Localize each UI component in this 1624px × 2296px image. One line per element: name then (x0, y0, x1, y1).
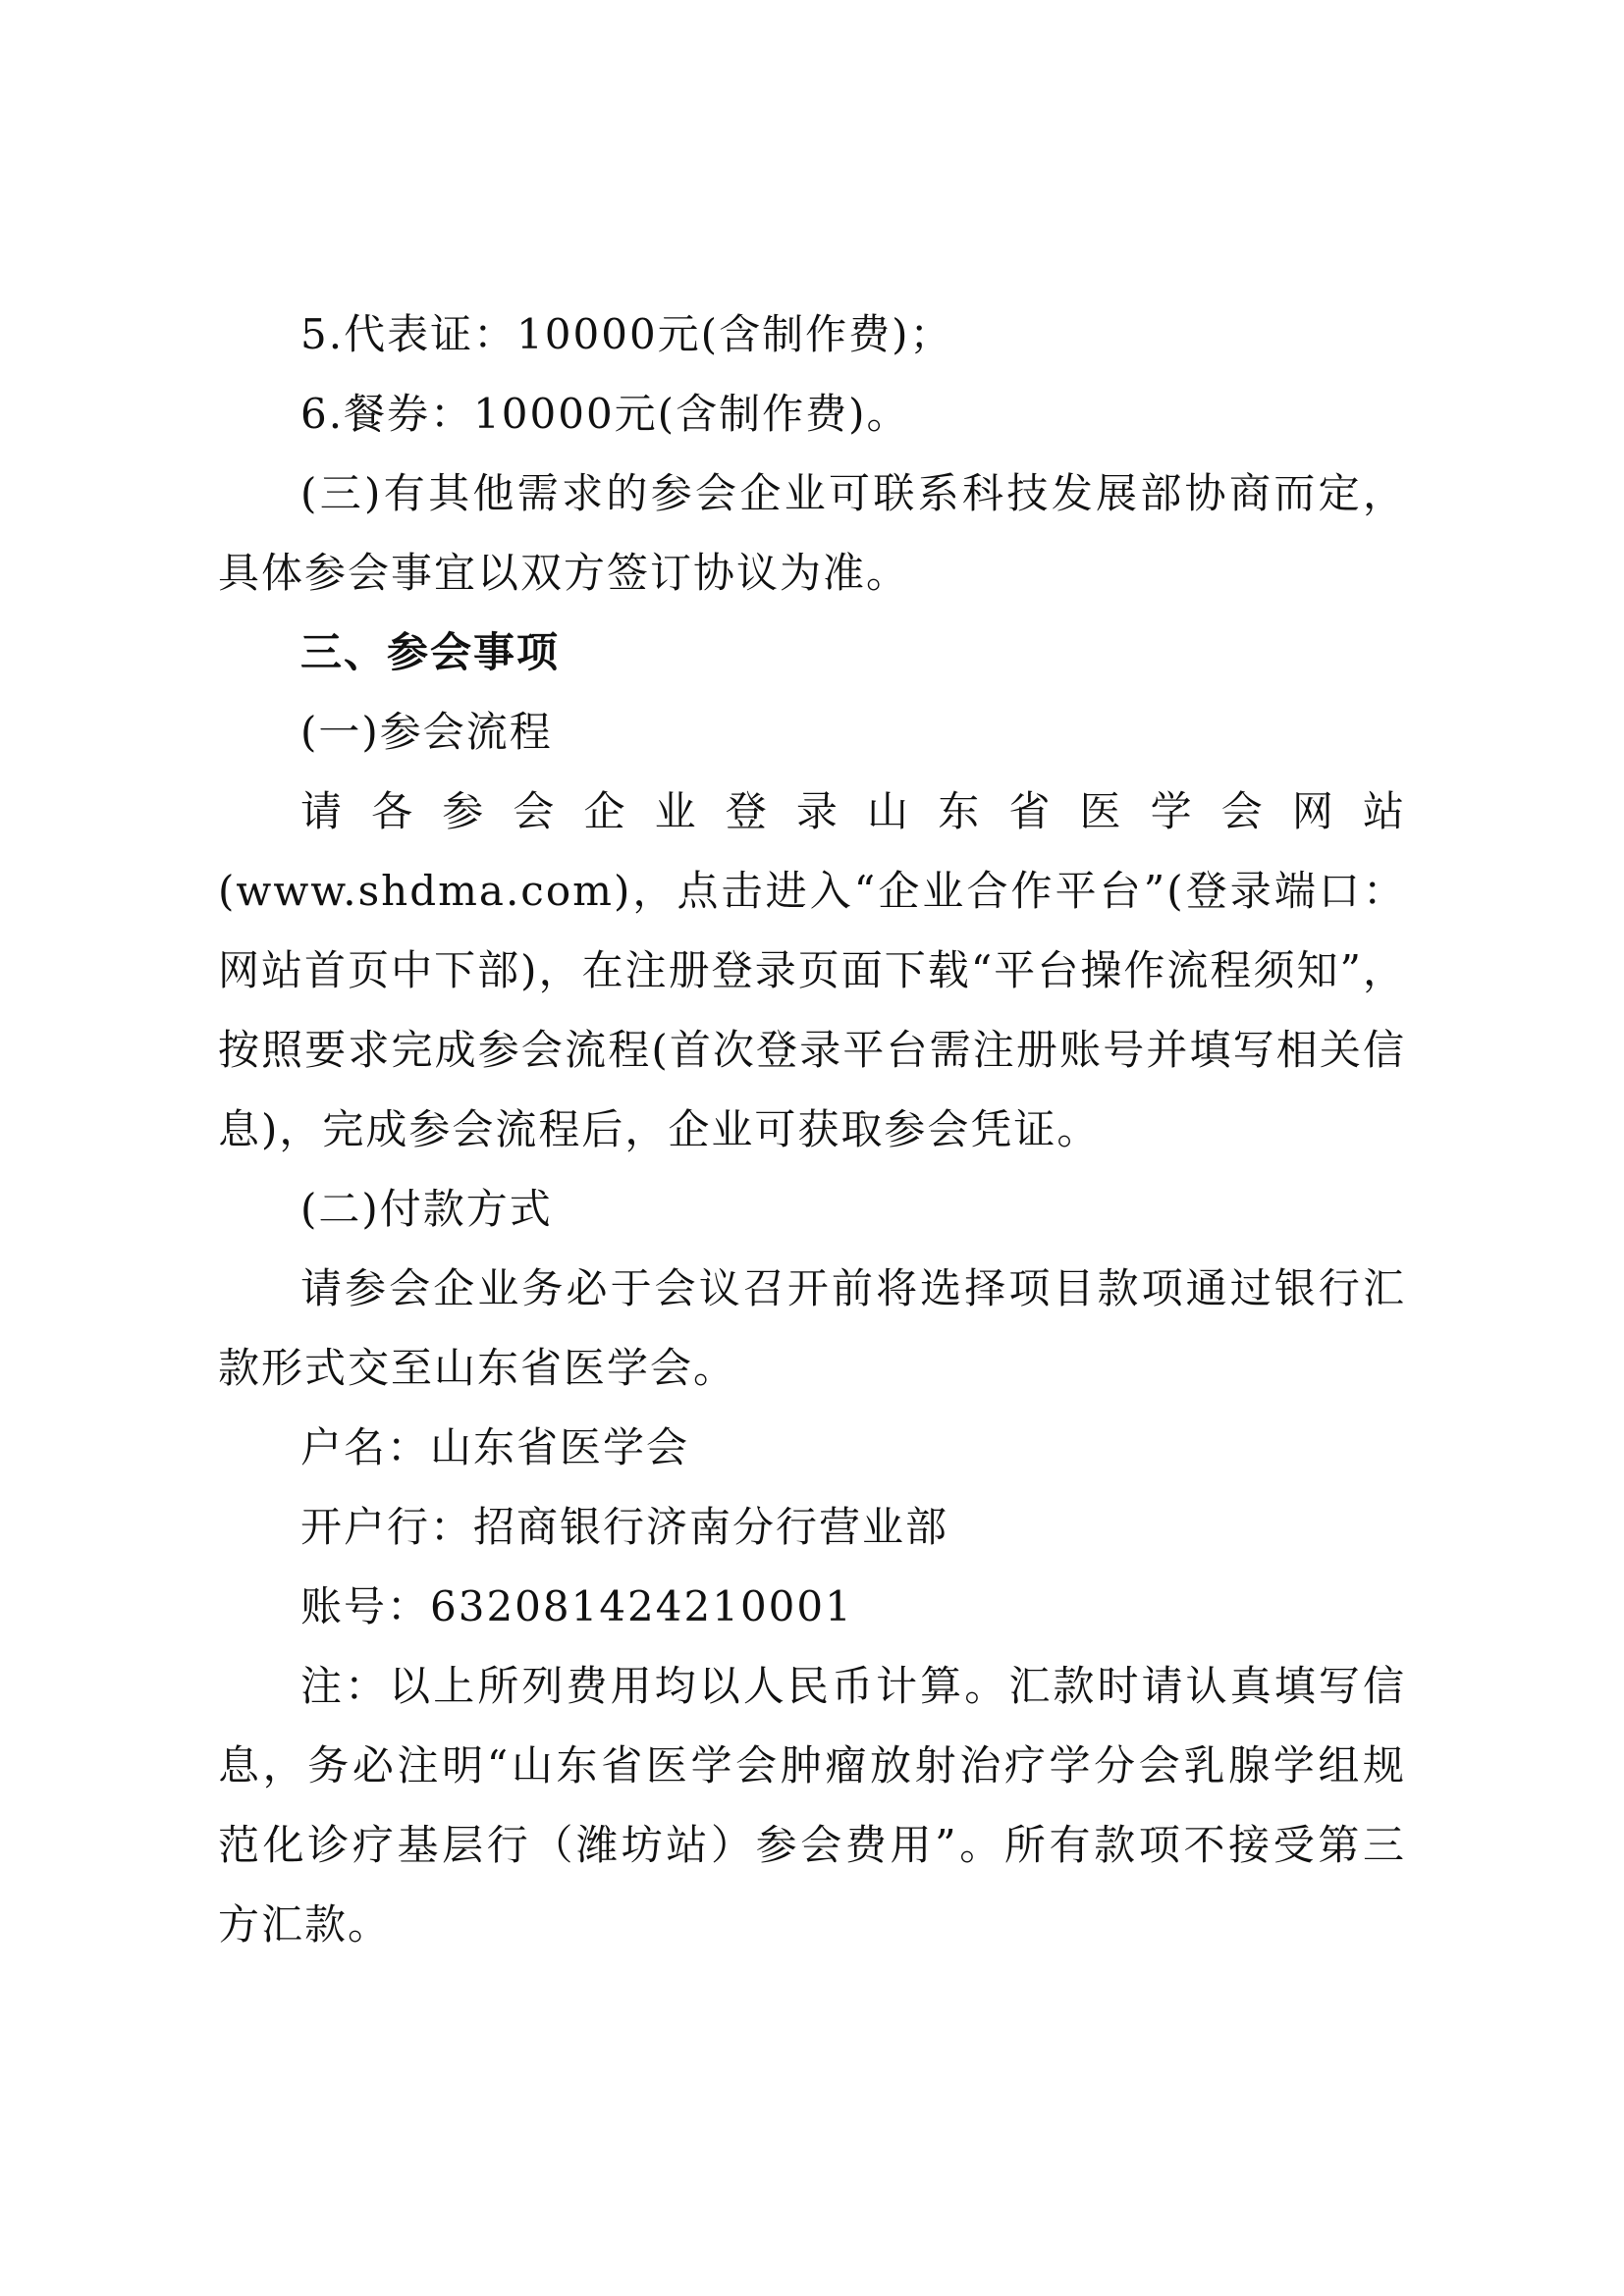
note-paragraph: 注：以上所列费用均以人民币计算。汇款时请认真填写信息，务必注明“山东省医学会肿瘤放射治疗学分会乳腺学组规范化诊疗基层行（潍坊站）参会费用”。所有款项不接受第三方汇款。 (218, 1662, 1406, 1949)
fee-item-meal-ticket: 6.餐券：10000元(含制作费)。 (300, 390, 910, 438)
account-number-line: 账号：632081424210001 (300, 1582, 853, 1630)
other-needs-paragraph: (三)有其他需求的参会企业可联系科技发展部协商而定，具体参会事宜以双方签订协议为准。 (218, 469, 1406, 597)
document-body (218, 294, 1406, 1964)
subheading-payment: (二)付款方式 (300, 1185, 553, 1233)
subheading-process: (一)参会流程 (300, 708, 553, 756)
process-paragraph: 请各参会企业登录山东省医学会网站(www.shdma.com)，点击进入“企业合作平台”(登录端口：网站首页中下部)，在注册登录页面下载“平台操作流程须知”，按照要求完成参会流程(首次登录平台需注册账号并填写相关信息)，完成参会流程后，企业可获取参会凭证。 (218, 787, 1406, 1153)
bank-line: 开户行：招商银行济南分行营业部 (300, 1503, 949, 1551)
payment-paragraph: 请参会企业务必于会议召开前将选择项目款项通过银行汇款形式交至山东省医学会。 (218, 1264, 1406, 1392)
account-name-line: 户名：山东省医学会 (300, 1423, 690, 1471)
fee-item-badge: 5.代表证：10000元(含制作费)； (300, 310, 953, 358)
section-heading-participation: 三、参会事项 (300, 628, 561, 676)
